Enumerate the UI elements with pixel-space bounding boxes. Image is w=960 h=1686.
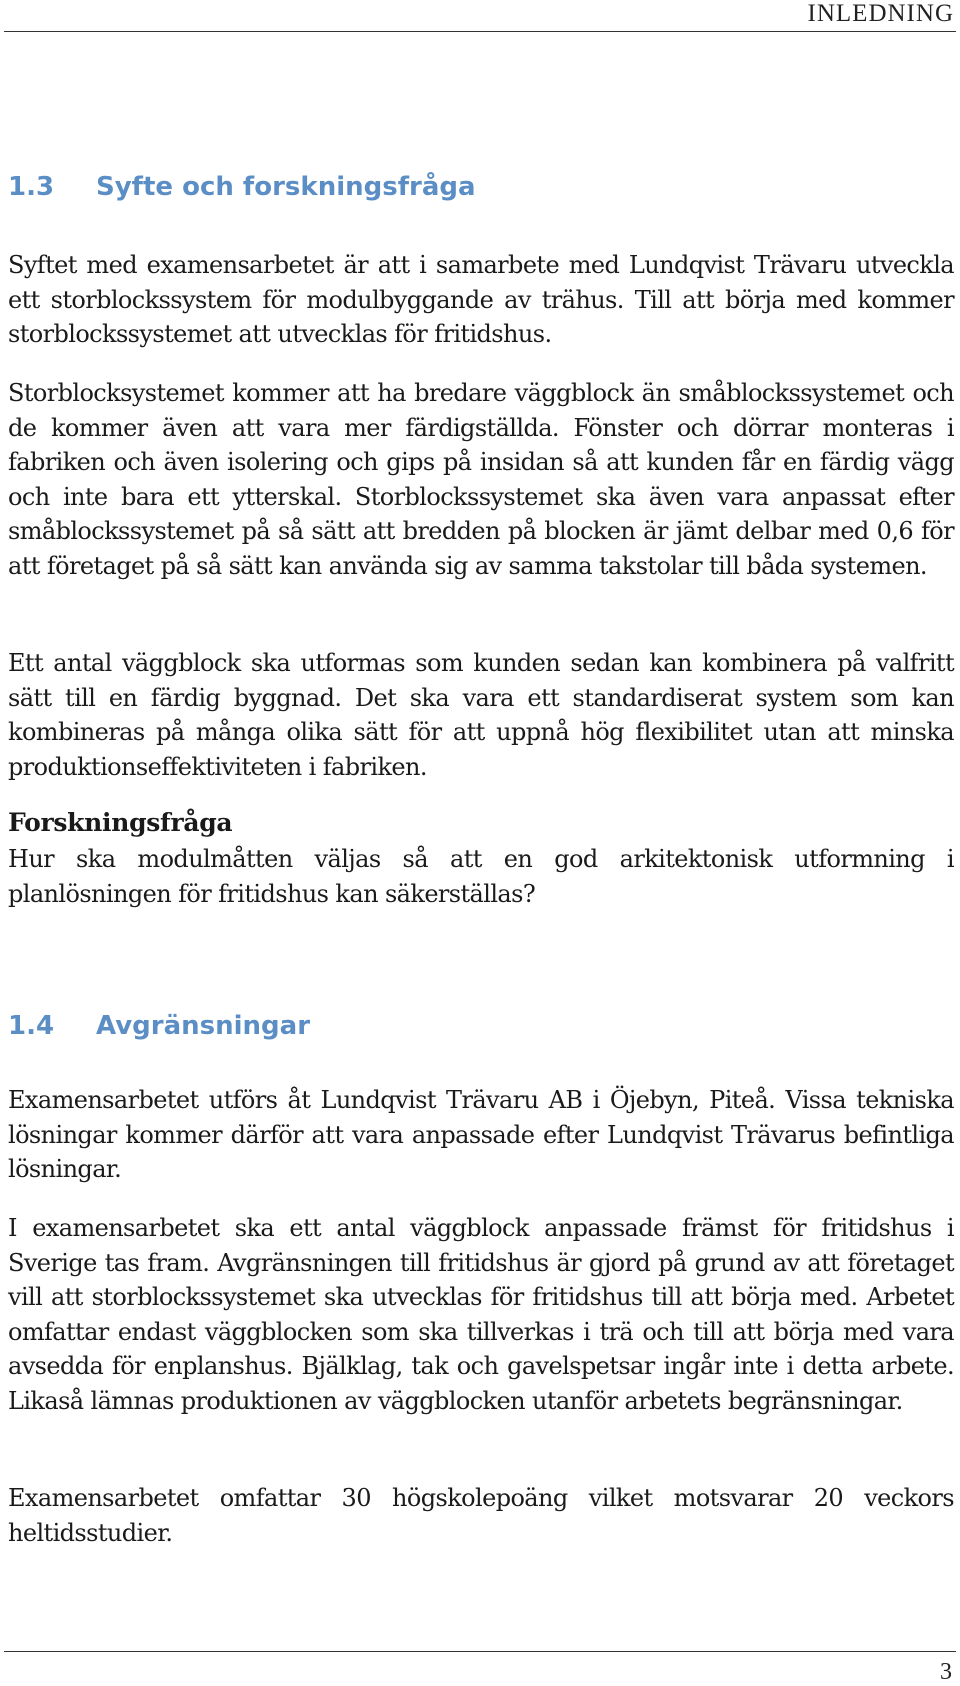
research-question: Hur ska modulmåtten väljas så att en god arkitektonisk utformning i planlösningen för fritidshus kan säkerställas? (8, 845, 954, 908)
section-number: 1.3 (8, 172, 55, 202)
section-number: 1.4 (8, 1011, 55, 1041)
paragraph: Syftet med examensarbetet är att i samarbete med Lundqvist Trävaru utveckla ett storblockssystem för modulbyggande av trähus. Till att börja med kommer storblockssystemet att utvecklas för fritidshus. (8, 251, 954, 348)
page-number: 3 (940, 1659, 952, 1685)
paragraph: Examensarbetet omfattar 30 högskolepoäng vilket motsvarar 20 veckors heltidsstudier. (8, 1484, 954, 1547)
research-question-heading: Forskningsfråga (8, 808, 233, 837)
section-title: Syfte och forskningsfråga (96, 172, 476, 202)
paragraph: Storblocksystemet kommer att ha bredare väggblock än småblockssystemet och de kommer även att vara mer färdigställda. Fönster och dörrar monteras i fabriken och även isolering och gips på insidan så att kunden får en färdig vägg och inte bara ett ytterskal. Storblockssystemet ska även vara anpassat efter småblockssystemet på så sätt att bredden på blocken är jämt delbar med 0,6 för att företaget på så sätt kan använda sig av samma takstolar till båda systemen. (8, 379, 954, 580)
header-divider (4, 31, 956, 32)
footer-divider (4, 1651, 956, 1652)
section-heading-1-4 (8, 1011, 310, 1041)
paragraph: Examensarbetet utförs åt Lundqvist Trävaru AB i Öjebyn, Piteå. Vissa tekniska lösningar kommer därför att vara anpassade efter Lundqvist Trävarus befintliga lösningar. (8, 1086, 954, 1183)
section-heading-1-3 (8, 172, 476, 202)
running-header: INLEDNING (807, 0, 954, 27)
section-title: Avgränsningar (96, 1011, 311, 1041)
paragraph: I examensarbetet ska ett antal väggblock anpassade främst för fritidshus i Sverige tas fram. Avgränsningen till fritidshus är gjord på grund av att företaget vill att storblockssystemet ska utvecklas för fritidshus till att börja med. Arbetet omfattar endast väggblocken som ska tillverkas i trä och till att börja med vara avsedda för enplanshus. Bjälklag, tak och gavelspetsar ingår inte i detta arbete. Likaså lämnas produktionen av väggblocken utanför arbetets begränsningar. (8, 1214, 954, 1415)
paragraph: Ett antal väggblock ska utformas som kunden sedan kan kombinera på valfritt sätt till en färdig byggnad. Det ska vara ett standardiserat system som kan kombineras på många olika sätt för att uppnå hög flexibilitet utan att minska produktionseffektiviteten i fabriken. (8, 649, 954, 781)
